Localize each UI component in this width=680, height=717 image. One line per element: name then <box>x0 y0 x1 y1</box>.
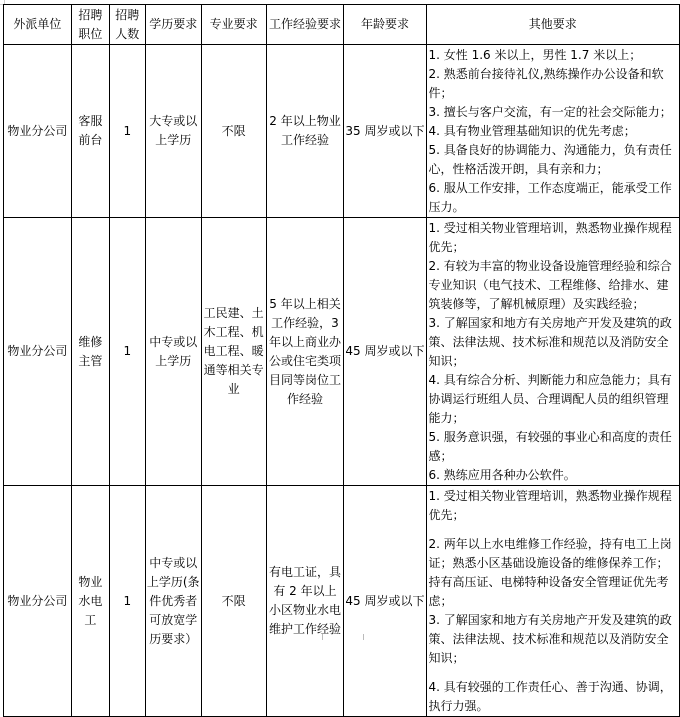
table-row <box>4 218 680 486</box>
cell-other <box>426 218 680 486</box>
cell-experience: 2 年以上物业工作经验 <box>266 45 344 218</box>
cell-unit: 物业分公司 <box>4 218 72 486</box>
header-unit: 外派单位 <box>4 5 72 45</box>
header-education: 学历要求 <box>145 5 201 45</box>
cell-major: 工民建、土木工程、机电工程、暖通等相关专业 <box>201 218 266 486</box>
header-count: 招聘人数 <box>109 5 145 45</box>
cell-education: 中专或以上学历(条件优秀者可放宽学历要求） <box>145 486 201 717</box>
cell-count: 1 <box>109 486 145 717</box>
cell-position: 物业水电工 <box>71 486 109 717</box>
requirement-item: 1. 受过相关物业管理培训，熟悉物业操作规程优先； <box>428 221 672 254</box>
requirement-item: 6. 服从工作安排，工作态度端正，能承受工作压力。 <box>428 181 672 214</box>
cell-education: 大专或以上学历 <box>145 45 201 218</box>
cell-education: 中专或以上学历 <box>145 218 201 486</box>
cell-experience: 5 年以上相关工作经验，3 年以上商业办公或住宅类项目同等岗位工作经验 <box>266 218 344 486</box>
cell-experience: 有电工证，具有 2 年以上小区物业水电维护工作经验 <box>266 486 344 717</box>
requirement-item: 4. 具有物业管理基础知识的优先考虑； <box>428 124 636 138</box>
requirement-item: 5. 具备良好的协调能力、沟通能力，负有责任心，性格活泼开朗，具有亲和力； <box>428 143 672 176</box>
cell-major: 不限 <box>201 486 266 717</box>
cell-major: 不限 <box>201 45 266 218</box>
requirement-item: 1. 受过相关物业管理培训，熟悉物业操作规程优先； <box>428 489 672 522</box>
cell-other <box>426 486 680 717</box>
header-other: 其他要求 <box>426 5 680 45</box>
table-row <box>4 486 680 717</box>
header-experience: 工作经验要求 <box>266 5 344 45</box>
header-major: 专业要求 <box>201 5 266 45</box>
requirement-item: 2. 有较为丰富的物业设备设施管理经验和综合专业知识（电气技术、工程维修、给排水、建筑装修等，了解机械原理）及实践经验； <box>428 259 672 311</box>
header-position: 招聘职位 <box>71 5 109 45</box>
requirement-item: 3. 擅长与客户交流，有一定的社会交际能力； <box>428 105 672 119</box>
requirement-item: 4. 具有综合分析、判断能力和应急能力；具有协调运行班组人员、合理调配人员的组织管理能力； <box>428 373 672 425</box>
requirement-item: 1. 女性 1.6 米以上，男性 1.7 米以上； <box>428 48 642 62</box>
cell-count: 1 <box>109 45 145 218</box>
requirement-item: 5. 服务意识强，有较强的事业心和高度的责任感； <box>428 430 672 463</box>
requirement-item: 6. 熟练应用各种办公软件。 <box>428 468 576 482</box>
requirement-item: 3. 了解国家和地方有关房地产开发及建筑的政策、法律法规、技术标准和规范以及消防安全知识； <box>428 613 672 665</box>
header-row <box>4 5 680 45</box>
requirement-item: 2. 熟悉前台接待礼仪,熟练操作办公设备和软件； <box>428 67 664 100</box>
requirement-item: 4. 具有较强的工作责任心、善于沟通、协调，执行力强。 <box>428 680 672 713</box>
cell-age: 45 周岁或以下 <box>344 218 426 486</box>
header-age: 年龄要求 <box>344 5 426 45</box>
requirement-item: 3. 了解国家和地方有关房地产开发及建筑的政策、法律法规、技术标准和规范以及消防安全知识； <box>428 316 672 368</box>
requirement-item: 2. 两年以上水电维修工作经验，持有电工上岗证；熟悉小区基础设施设备的维修保养工作；持有高压证、电梯特种设备安全管理证优先考虑； <box>428 537 672 608</box>
recruitment-table <box>3 4 680 717</box>
cell-age: 45 周岁或以下 <box>344 486 426 717</box>
cell-other <box>426 45 680 218</box>
cell-unit: 物业分公司 <box>4 45 72 218</box>
cell-age: 35 周岁或以下 <box>344 45 426 218</box>
cell-position: 维修主管 <box>71 218 109 486</box>
cell-position: 客服前台 <box>71 45 109 218</box>
table-row <box>4 45 680 218</box>
page-break-mark <box>322 634 364 640</box>
cell-unit: 物业分公司 <box>4 486 72 717</box>
cell-count: 1 <box>109 218 145 486</box>
